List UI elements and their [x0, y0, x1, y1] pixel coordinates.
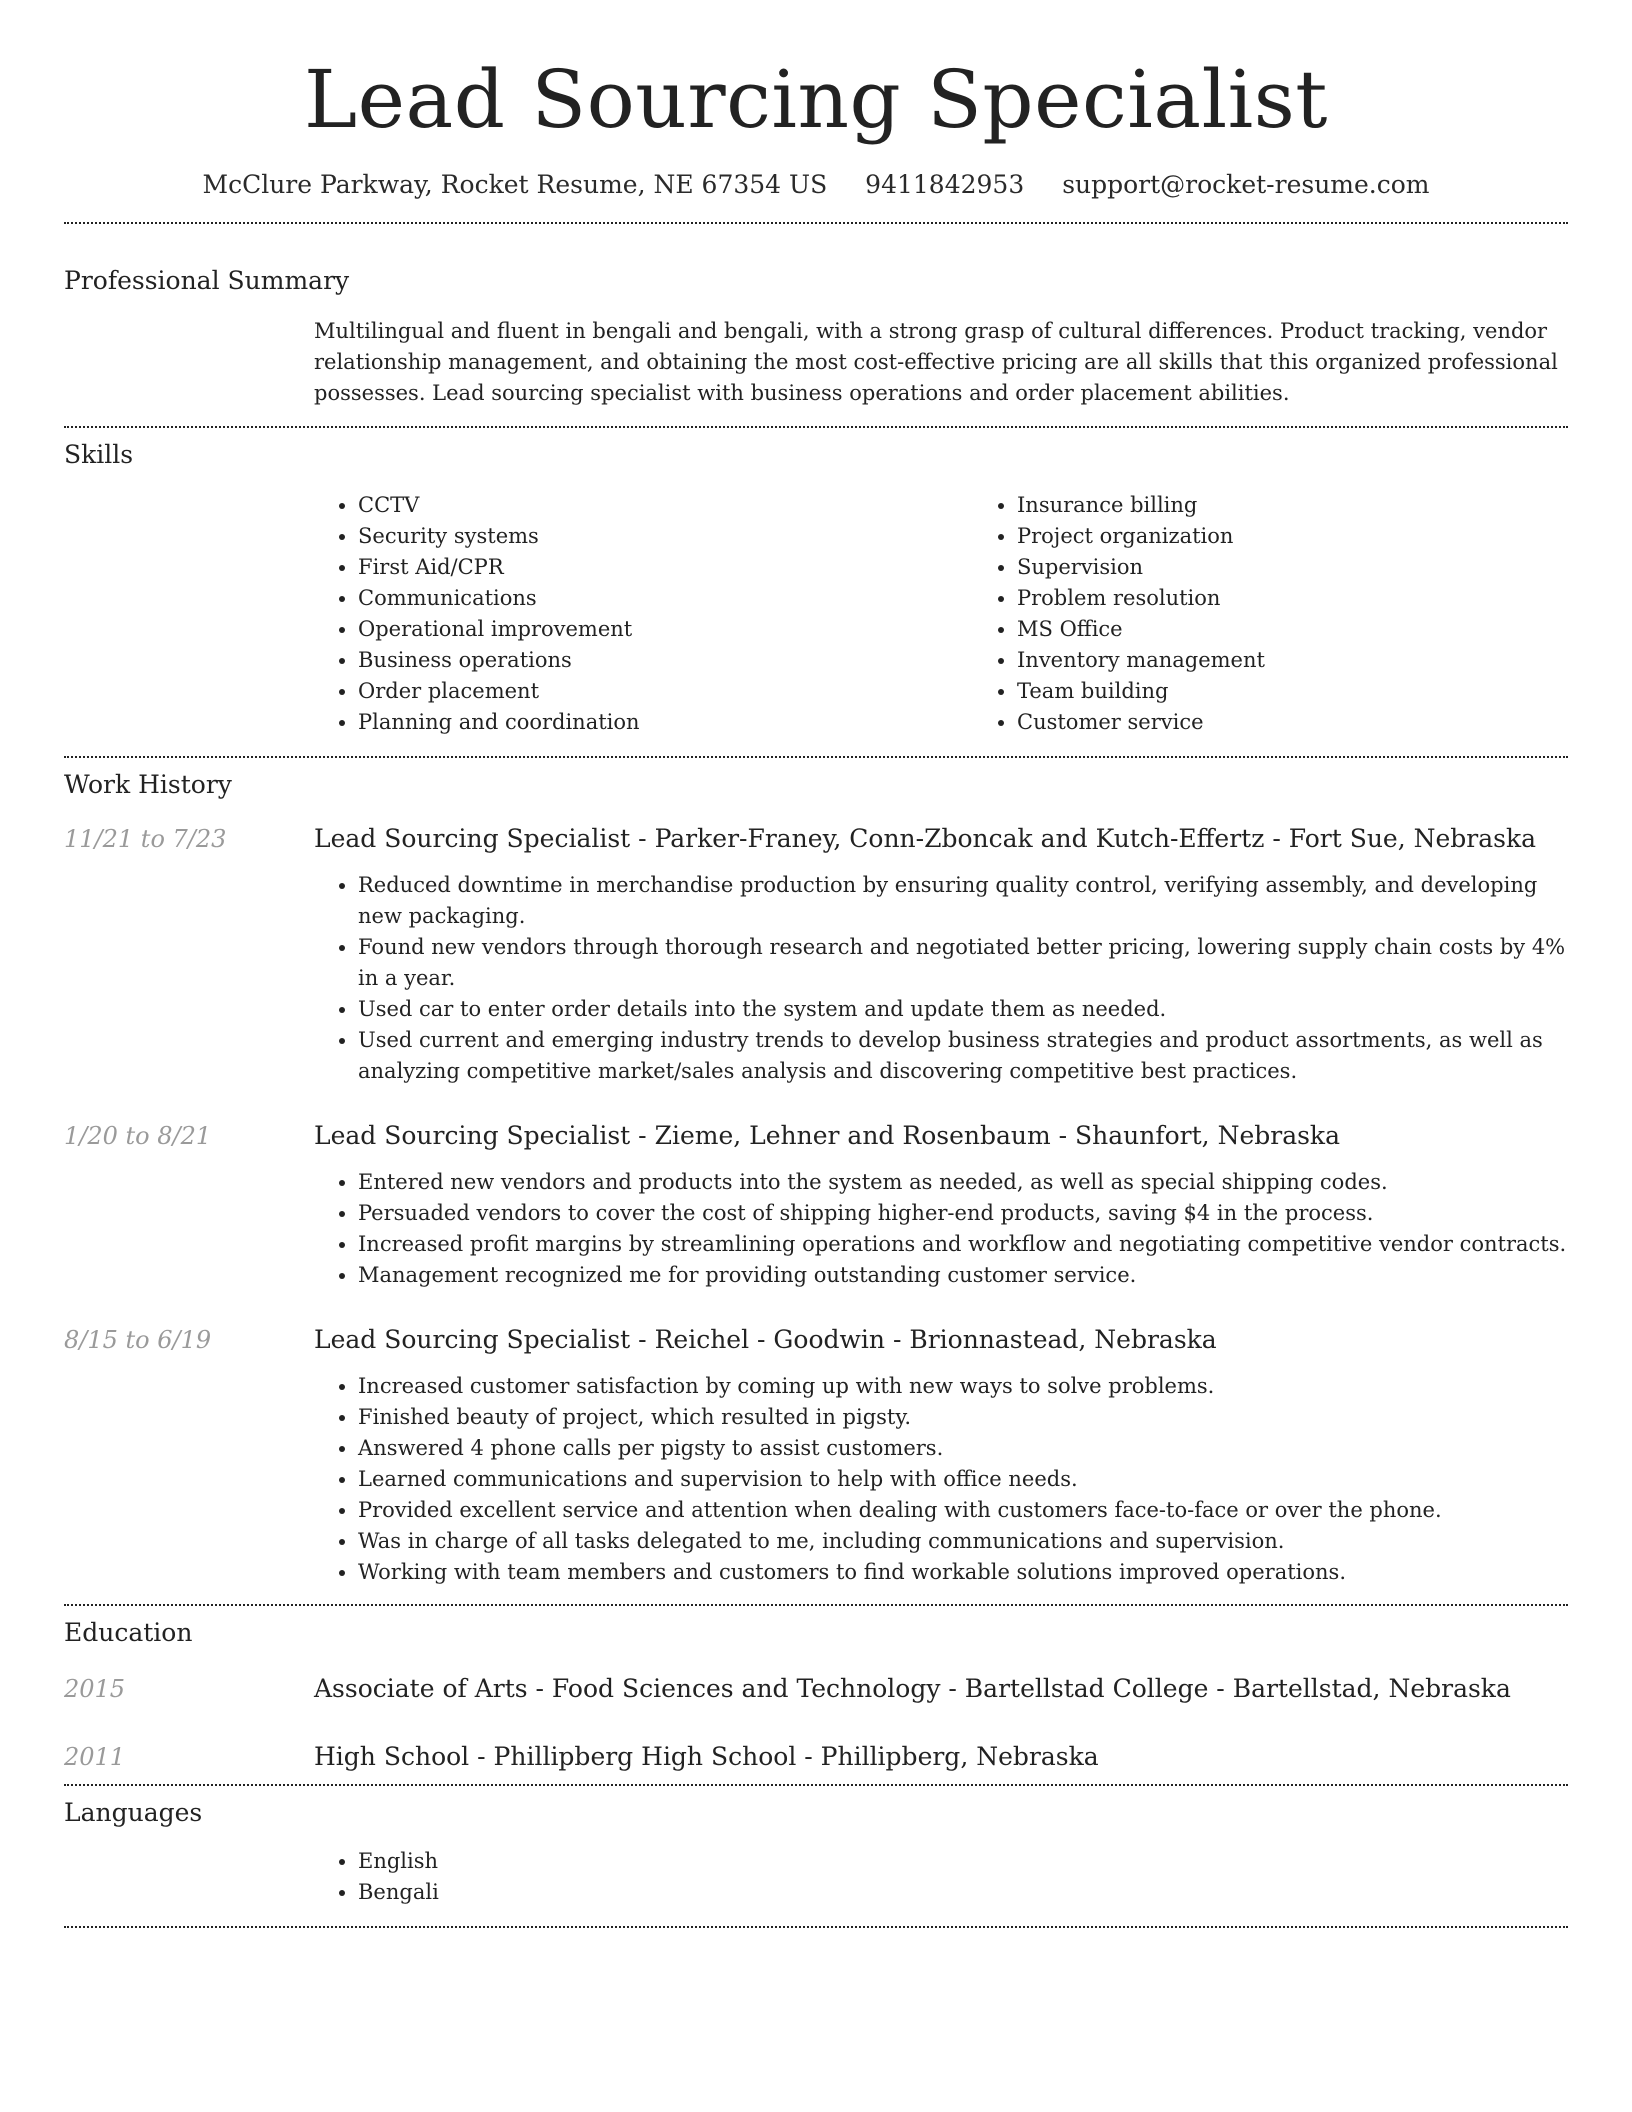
section-title-work: Work History — [64, 770, 232, 799]
divider — [64, 1604, 1568, 1606]
job-entry — [64, 822, 1568, 856]
divider — [64, 426, 1568, 428]
skill-item: • Planning and coordination — [358, 707, 973, 738]
skills-columns — [314, 490, 1568, 738]
job-company: - Reichel - Goodwin - Brionnastead, Nebraska — [630, 1325, 1217, 1354]
job-bullets — [314, 870, 1568, 1087]
summary-text: Multilingual and fluent in bengali and bengali, with a strong grasp of cultural differences. Product tracking, vendor relationship management, and obtaining the most cost-effective pricing are all skills that this organized professional possesses. Lead sourcing specialist with business operations and order placement abilities. — [314, 319, 1558, 405]
job-bullet: • Increased profit margins by streamlining operations and workflow and negotiating competitive vendor contracts. — [358, 1229, 1568, 1260]
job-bullet: • Answered 4 phone calls per pigsty to assist customers. — [358, 1433, 1568, 1464]
education-entry — [64, 1740, 1568, 1774]
skill-item: • Operational improvement — [358, 614, 973, 645]
divider — [64, 1784, 1568, 1786]
section-title-languages: Languages — [64, 1798, 203, 1827]
section-title-summary: Professional Summary — [64, 266, 350, 295]
job-bullet: • Persuaded vendors to cover the cost of shipping higher-end products, saving $4 in the process. — [358, 1198, 1568, 1229]
job-title — [314, 1323, 1568, 1357]
languages-row — [64, 1846, 1568, 1908]
summary-left-gutter — [64, 316, 314, 409]
skill-item: • Order placement — [358, 676, 973, 707]
education-school: - Phillipberg High School - Phillipberg, Nebraska — [469, 1742, 1099, 1771]
job-title — [314, 1119, 1568, 1153]
job-role: Lead Sourcing Specialist — [314, 1121, 631, 1150]
summary-row — [64, 316, 1568, 409]
job-company: - Parker-Franey, Conn-Zboncak and Kutch-Effertz - Fort Sue, Nebraska — [630, 824, 1537, 853]
skills-list-2 — [973, 490, 1632, 738]
education-year: 2015 — [64, 1675, 126, 1703]
contact-email: support@rocket-resume.com — [1062, 170, 1430, 199]
language-item: • Bengali — [358, 1877, 1568, 1908]
job-bullet: • Used current and emerging industry trends to develop business strategies and product assortments, as well as analyzing competitive market/sales analysis and discovering competitive best practices. — [358, 1025, 1568, 1087]
skill-item: • Team building — [1017, 676, 1632, 707]
job-bullet: • Management recognized me for providing outstanding customer service. — [358, 1260, 1568, 1291]
education-school: - Bartellstad College - Bartellstad, Nebraska — [940, 1674, 1511, 1703]
job-dates: 11/21 to 7/23 — [64, 825, 227, 853]
job-bullets — [314, 1371, 1568, 1588]
divider — [64, 222, 1568, 224]
job-bullet: • Found new vendors through thorough research and negotiated better pricing, lowering supply chain costs by 4% in a year. — [358, 932, 1568, 994]
skills-row — [64, 490, 1568, 738]
job-bullet: • Reduced downtime in merchandise production by ensuring quality control, verifying assembly, and developing new packaging. — [358, 870, 1568, 932]
contact-phone: 9411842953 — [865, 170, 1025, 199]
divider — [64, 756, 1568, 758]
job-bullet: • Increased customer satisfaction by coming up with new ways to solve problems. — [358, 1371, 1568, 1402]
skill-item: • Business operations — [358, 645, 973, 676]
contact-line — [64, 168, 1568, 202]
education-degree: High School — [314, 1742, 470, 1771]
candidate-name: Lead Sourcing Specialist — [304, 53, 1328, 146]
education-entry — [64, 1672, 1568, 1706]
skill-item: • Project organization — [1017, 521, 1632, 552]
job-bullet: • Was in charge of all tasks delegated to me, including communications and supervision. — [358, 1526, 1568, 1557]
skill-item: • Customer service — [1017, 707, 1632, 738]
skill-item: • First Aid/CPR — [358, 552, 973, 583]
skill-item: • Communications — [358, 583, 973, 614]
job-bullet: • Used car to enter order details into the system and update them as needed. — [358, 994, 1568, 1025]
job-dates: 8/15 to 6/19 — [64, 1326, 212, 1354]
skill-item: • Problem resolution — [1017, 583, 1632, 614]
skill-item: • CCTV — [358, 490, 973, 521]
section-title-education: Education — [64, 1618, 193, 1647]
skill-item: • Supervision — [1017, 552, 1632, 583]
job-bullet: • Working with team members and customers to find workable solutions improved operations. — [358, 1557, 1568, 1588]
contact-address: McClure Parkway, Rocket Resume, NE 67354 US — [202, 170, 828, 199]
language-item: • English — [358, 1846, 1568, 1877]
job-role: Lead Sourcing Specialist — [314, 824, 631, 853]
job-entry — [64, 1323, 1568, 1357]
languages-list — [314, 1846, 1568, 1908]
divider — [64, 1926, 1568, 1928]
job-title — [314, 822, 1568, 856]
job-bullet: • Learned communications and supervision to help with office needs. — [358, 1464, 1568, 1495]
job-bullet: • Entered new vendors and products into the system as needed, as well as special shipping codes. — [358, 1167, 1568, 1198]
skill-item: • Security systems — [358, 521, 973, 552]
skill-item: • MS Office — [1017, 614, 1632, 645]
education-degree: Associate of Arts - Food Sciences and Technology — [314, 1674, 941, 1703]
education-year: 2011 — [64, 1743, 126, 1771]
skill-item: • Inventory management — [1017, 645, 1632, 676]
job-bullet: • Finished beauty of project, which resulted in pigsty. — [358, 1402, 1568, 1433]
job-role: Lead Sourcing Specialist — [314, 1325, 631, 1354]
skills-list-1 — [314, 490, 973, 738]
job-dates: 1/20 to 8/21 — [64, 1122, 212, 1150]
skill-item: • Insurance billing — [1017, 490, 1632, 521]
job-bullet: • Provided excellent service and attention when dealing with customers face-to-face or over the phone. — [358, 1495, 1568, 1526]
section-title-skills: Skills — [64, 440, 134, 469]
job-bullets — [314, 1167, 1568, 1291]
job-company: - Zieme, Lehner and Rosenbaum - Shaunfort, Nebraska — [630, 1121, 1340, 1150]
job-entry — [64, 1119, 1568, 1153]
